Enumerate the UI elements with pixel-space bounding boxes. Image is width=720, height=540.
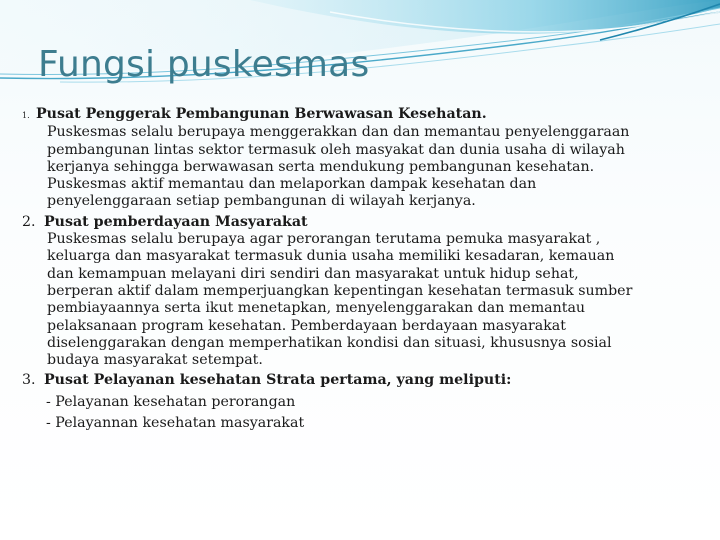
paragraph-line: penyelenggaraan setiap pembangunan di wilayah kerjanya. bbox=[47, 193, 476, 210]
item-heading bbox=[22, 106, 692, 124]
paragraph-line: keluarga dan masyarakat termasuk dunia usaha memiliki kesadaran, kemauan bbox=[47, 248, 615, 265]
paragraph-line: dan kemampuan melayani diri sendiri dan masyarakat untuk hidup sehat, bbox=[47, 265, 579, 282]
paragraph-line: pembangunan lintas sektor termasuk oleh masyakat dan dunia usaha di wilayah bbox=[47, 141, 625, 158]
item-heading-text: Pusat Penggerak Pembangunan Berwawasan Kesehatan. bbox=[36, 106, 487, 122]
list-item-3 bbox=[22, 372, 692, 432]
sub-list-item: - Pelayanan kesehatan perorangan bbox=[46, 393, 296, 410]
paragraph-line: kerjanya sehingga berwawasan serta mendukung pembangunan kesehatan. bbox=[47, 158, 595, 175]
item-heading-text: Pusat pemberdayaan Masyarakat bbox=[44, 213, 308, 230]
content-body bbox=[22, 106, 692, 432]
paragraph-line: Puskesmas aktif memantau dan melaporkan dampak kesehatan dan bbox=[47, 176, 537, 193]
list-item-2 bbox=[22, 214, 692, 370]
item-paragraph bbox=[47, 124, 692, 210]
paragraph-line: diselenggarakan dengan memperhatikan kondisi dan situasi, khususnya sosial bbox=[47, 334, 612, 351]
list-item-1 bbox=[22, 106, 692, 211]
paragraph-line: berperan aktif dalam memperjuangkan kepentingan kesehatan termasuk sumber bbox=[47, 282, 633, 299]
paragraph-line: Puskesmas selalu berupaya agar perorangan terutama pemuka masyarakat , bbox=[47, 231, 601, 248]
item-number: 1. bbox=[22, 111, 30, 120]
item-heading bbox=[22, 214, 692, 231]
paragraph-line: pelaksanaan program kesehatan. Pemberdayaan berdayaan masyarakat bbox=[47, 317, 566, 334]
paragraph-line: pembiayaannya serta ikut menetapkan, menyelenggarakan dan memantau bbox=[47, 300, 586, 317]
item-paragraph bbox=[47, 231, 692, 369]
paragraph-line: budaya masyarakat setempat. bbox=[47, 352, 263, 369]
slide-title: Fungsi puskesmas bbox=[38, 44, 370, 85]
paragraph-line: Puskesmas selalu berupaya menggerakkan dan dan memantau penyelenggaraan bbox=[47, 124, 630, 141]
item-heading bbox=[22, 372, 692, 389]
item-number: 2. bbox=[22, 213, 36, 230]
sub-list-item: - Pelayannan kesehatan masyarakat bbox=[46, 415, 305, 432]
item-heading-text: Pusat Pelayanan kesehatan Strata pertama, yang meliputi: bbox=[44, 372, 512, 389]
item-number: 3. bbox=[22, 372, 36, 389]
